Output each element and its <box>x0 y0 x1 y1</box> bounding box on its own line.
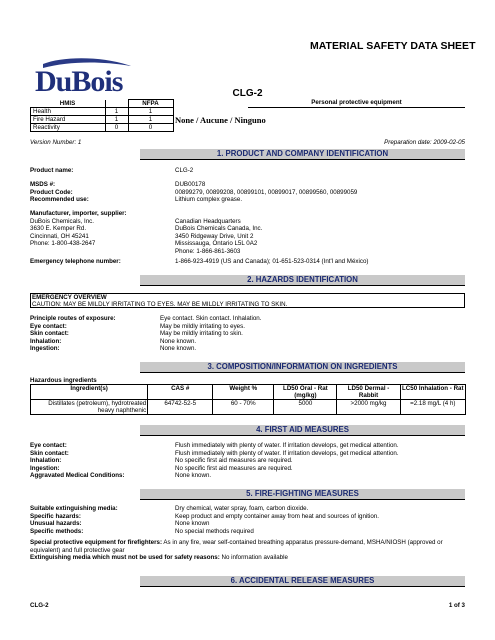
value: None known. <box>175 472 212 479</box>
label: Product name: <box>30 167 74 174</box>
table-cell: >2000 mg/kg <box>337 400 400 415</box>
value: 00899279, 00899208, 00899101, 00899017, 00899560, 00899059 <box>175 188 358 196</box>
nfpa-value: 0 <box>128 124 173 132</box>
value: CLG-2 <box>175 167 194 174</box>
overview-text: CAUTION: MAY BE MILDLY IRRITATING TO EYES. MAY BE MILDLY IRRITATING TO SKIN. <box>32 301 288 308</box>
value: Lithium complex grease. <box>175 196 243 203</box>
hazard-row <box>31 116 174 124</box>
address-line: DuBois Chemicals, Inc. <box>30 217 94 225</box>
section-1-header: 1. PRODUCT AND COMPANY IDENTIFICATION <box>140 149 465 160</box>
address-line: Phone: 1-866-861-3603 <box>175 247 241 255</box>
svg-text:DuBois: DuBois <box>35 65 123 96</box>
value: None known <box>175 520 210 527</box>
hmis-header: HMIS <box>31 100 106 108</box>
value: Keep product and empty container away from heat and sources of ignition. <box>175 512 379 520</box>
value: No special methods required <box>175 527 254 535</box>
section-2-header: 2. HAZARDS IDENTIFICATION <box>140 275 465 286</box>
label: Ingestion: <box>30 464 60 472</box>
hazard-row <box>31 108 174 116</box>
address-line: DuBois Chemicals Canada, Inc. <box>175 225 263 232</box>
value: May be mildly irritating to eyes. <box>160 322 245 330</box>
value: No specific first aid measures are required. <box>175 457 293 464</box>
canada-address <box>175 218 262 256</box>
ppe-header: Personal protective equipment <box>248 99 465 108</box>
document-title: MATERIAL SAFETY DATA SHEET <box>310 40 476 52</box>
unsuitable-media <box>30 554 465 562</box>
label: Specific methods: <box>30 527 84 535</box>
label: Recommended use: <box>30 196 89 203</box>
nfpa-value: 1 <box>128 116 173 124</box>
hazard-label: Reactivity <box>31 124 106 132</box>
address-line: 3450 Ridgeway Drive, Unit 2 <box>175 232 254 240</box>
label: Inhalation: <box>30 457 62 464</box>
hazard-rating-table <box>30 99 174 132</box>
table-cell: 60 - 70% <box>213 400 274 415</box>
value: Flush immediately with plenty of water. If irritation develops, get medical attention. <box>175 449 399 457</box>
label: Extinguishing media which must not be used for safety reasons: <box>30 554 220 561</box>
hazard-row <box>31 124 174 132</box>
hmis-value: 0 <box>105 124 128 132</box>
ingredients-table <box>30 384 466 415</box>
label: Inhalation: <box>30 337 62 345</box>
value: May be mildly irritating to skin. <box>160 330 243 337</box>
product-title: CLG-2 <box>232 88 263 99</box>
value: None known. <box>160 345 197 352</box>
value: As in any fire, wear self-contained breathing apparatus pressure-demand, MSHA/NIOSH (approved or <box>162 539 443 546</box>
version-number: Version Number: 1 <box>30 139 82 146</box>
hmis-value: 1 <box>105 108 128 116</box>
ppe-value: None / Aucune / Ninguno <box>175 115 266 125</box>
hazard-label: Health <box>31 108 106 116</box>
value: Eye contact. Skin contact. Inhalation. <box>160 315 262 322</box>
hazard-label: Fire Hazard <box>31 116 106 124</box>
column-header: LC50 Inhalation - Rat <box>400 385 465 400</box>
value: Flush immediately with plenty of water. If irritation develops, get medical attention. <box>175 442 399 449</box>
section-3-header: 3. COMPOSITION/INFORMATION ON INGREDIENTS <box>140 362 465 373</box>
label: Specific hazards: <box>30 512 81 520</box>
address-line: Cincinnati, OH 45241 <box>30 232 89 240</box>
label: Principle routes of exposure: <box>30 315 116 322</box>
emergency-overview-box <box>30 293 465 308</box>
firefighter-ppe <box>30 539 465 554</box>
table-cell: =2.18 mg/L (4 h) <box>400 400 465 415</box>
value-continued: equivalent) and full protective gear <box>30 546 125 554</box>
footer-page-number: 1 of 3 <box>448 602 465 609</box>
address-line: Mississauga, Ontario L5L 0A2 <box>175 240 258 247</box>
nfpa-header: NFPA <box>128 100 173 108</box>
label: Eye contact: <box>30 442 67 449</box>
overview-title: EMERGENCY OVERVIEW <box>32 294 107 301</box>
label: MSDS #: <box>30 181 56 188</box>
us-address <box>30 218 95 248</box>
label: Product Code: <box>30 188 73 196</box>
section-4-header: 4. FIRST AID MEASURES <box>140 425 465 436</box>
address-line: Canadian Headquarters <box>175 217 241 225</box>
value: DUB00178 <box>175 181 206 188</box>
label: Ingestion: <box>30 345 60 352</box>
label: Special protective equipment for firefighters: <box>30 539 163 546</box>
ingredients-title: Hazardous ingredients <box>30 377 97 384</box>
value: 1-866-923-4919 (US and Canada); 01-651-523-0314 (Int'l and México) <box>175 258 369 265</box>
hmis-value: 1 <box>105 116 128 124</box>
column-header: CAS # <box>148 385 213 400</box>
label: Unusual hazards: <box>30 520 82 527</box>
label: Emergency telephone number: <box>30 258 121 265</box>
table-header-row <box>31 385 466 400</box>
footer-product: CLG-2 <box>30 602 49 609</box>
label: Manufacturer, importer, supplier: <box>30 210 127 217</box>
section-6-header: 6. ACCIDENTAL RELEASE MEASURES <box>140 576 465 587</box>
table-row <box>31 400 466 415</box>
column-header: Ingredient(s) <box>31 385 148 400</box>
section-5-header: 5. FIRE-FIGHTING MEASURES <box>140 489 465 500</box>
value: No information available <box>219 554 288 561</box>
table-cell: 64742-52-5 <box>148 400 213 415</box>
value: None known. <box>160 337 197 345</box>
label: Aggravated Medical Conditions: <box>30 472 125 479</box>
label: Skin contact: <box>30 449 69 457</box>
label: Suitable extinguishing media: <box>30 505 118 512</box>
address-line: Phone: 1-800-438-2647 <box>30 240 96 247</box>
preparation-date: Preparation date: 2009-02-05 <box>384 139 465 146</box>
nfpa-value: 1 <box>128 108 173 116</box>
value: No specific first aid measures are required. <box>175 464 293 472</box>
label: Skin contact: <box>30 330 69 337</box>
table-cell: Distillates (petroleum), hydrotreated heavy naphthenic <box>31 400 148 415</box>
value: Dry chemical, water spray, foam, carbon dioxide. <box>175 505 309 512</box>
label: Eye contact: <box>30 322 67 330</box>
column-header: LD50 Oral - Rat (mg/kg) <box>274 385 337 400</box>
column-header: LD50 Dermal - Rabbit <box>337 385 400 400</box>
address-line: 3630 E. Kemper Rd. <box>30 225 87 232</box>
column-header: Weight % <box>213 385 274 400</box>
table-cell: 5000 <box>274 400 337 415</box>
